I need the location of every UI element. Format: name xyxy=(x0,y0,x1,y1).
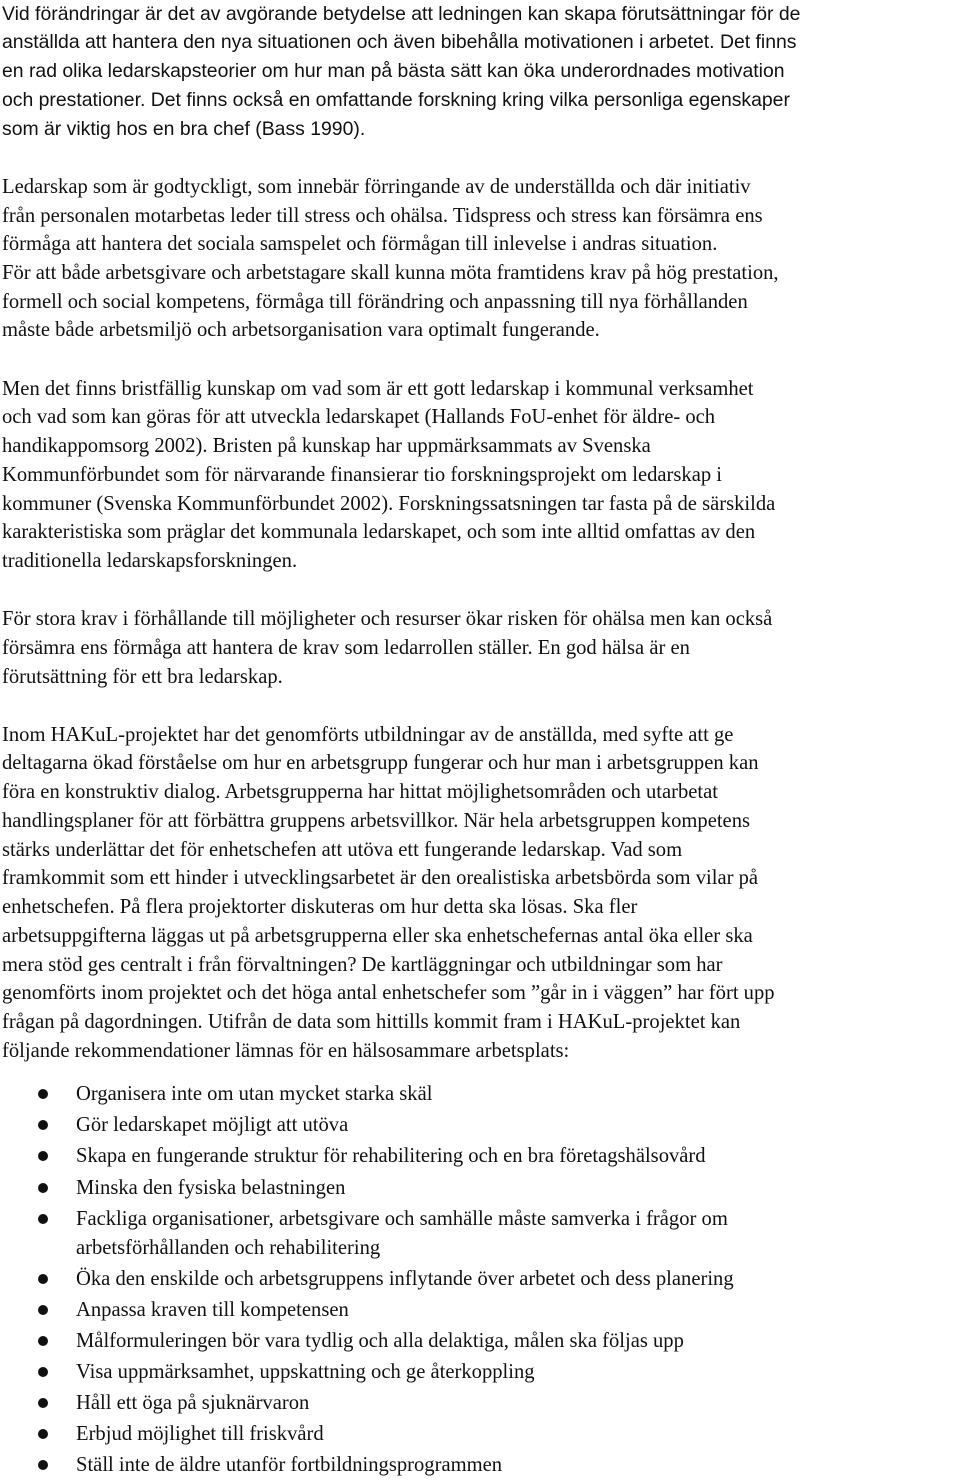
list-item-text: Fackliga organisationer, arbetsgivare och samhälle måste samverka i frågor om xyxy=(76,1208,728,1230)
paragraph-line: handikappomsorg 2002). Bristen på kunskap har uppmärksammats av Svenska xyxy=(2,435,651,457)
list-item-text: Visa uppmärksamhet, uppskattning och ge återkoppling xyxy=(76,1361,535,1383)
bullet-icon xyxy=(38,1460,48,1470)
bullet-icon xyxy=(38,1305,48,1315)
paragraph-line: måste både arbetsmiljö och arbetsorganisation vara optimalt fungerande. xyxy=(2,319,600,341)
paragraph-line: handlingsplaner för att förbättra gruppens arbetsvillkor. När hela arbetsgruppen kompetens xyxy=(2,810,751,832)
list-item-text: Erbjud möjlighet till friskvård xyxy=(76,1423,324,1445)
paragraph-line: anställda att hantera den nya situationen och även bibehålla motivationen i arbetet. Det finns xyxy=(2,31,797,53)
list-item xyxy=(0,1419,960,1449)
list-item xyxy=(0,1357,960,1387)
paragraph-line: Vid förändringar är det av avgörande betydelse att ledningen kan skapa förutsättningar för de xyxy=(2,3,801,25)
bullet-icon xyxy=(38,1367,48,1377)
paragraph-line: Ledarskap som är godtyckligt, som innebär förringande av de underställda och där initiativ xyxy=(2,176,751,198)
bullet-icon xyxy=(38,1183,48,1193)
paragraph-line: traditionella ledarskapsforskningen. xyxy=(2,550,298,572)
paragraph-line: och prestationer. Det finns också en omfattande forskning kring vilka personliga egenskaper xyxy=(2,89,790,111)
paragraph-line: Inom HAKuL-projektet har det genomförts utbildningar av de anställda, med syfte att ge xyxy=(2,724,734,746)
list-item-text: Anpassa kraven till kompetensen xyxy=(76,1299,349,1321)
paragraph-line: förutsättning för ett bra ledarskap. xyxy=(2,666,283,688)
bullet-icon xyxy=(38,1151,48,1161)
list-item xyxy=(0,1295,960,1325)
list-item xyxy=(0,1264,960,1294)
list-item xyxy=(0,1141,960,1171)
paragraph-line: För stora krav i förhållande till möjligheter och resurser ökar risken för ohälsa men kan också xyxy=(2,608,773,630)
list-item-text: Organisera inte om utan mycket starka skäl xyxy=(76,1083,433,1105)
list-item xyxy=(0,1110,960,1140)
list-item xyxy=(0,1450,960,1480)
list-item-text: Minska den fysiska belastningen xyxy=(76,1177,346,1199)
paragraph-line: förmåga att hantera det sociala samspelet och förmågan till inlevelse i andras situation. xyxy=(2,233,718,255)
paragraph-line: formell och social kompetens, förmåga till förändring och anpassning till nya förhållanden xyxy=(2,291,748,313)
list-item-text: Öka den enskilde och arbetsgruppens inflytande över arbetet och dess planering xyxy=(76,1268,734,1290)
paragraph-line: Kommunförbundet som för närvarande finansierar tio forskningsprojekt om ledarskap i xyxy=(2,464,723,486)
list-item xyxy=(0,1204,960,1259)
paragraph-line: föra en konstruktiv dialog. Arbetsgrupperna har hittat möjlighetsområden och utarbetat xyxy=(2,781,719,803)
paragraph-line: Men det finns bristfällig kunskap om vad som är ett gott ledarskap i kommunal verksamhet xyxy=(2,378,754,400)
paragraph-line: följande rekommendationer lämnas för en hälsosammare arbetsplats: xyxy=(2,1040,570,1062)
paragraph-line: arbetsuppgifterna läggas ut på arbetsgrupperna eller ska enhetschefernas antal öka eller ska xyxy=(2,925,753,947)
bullet-icon xyxy=(38,1398,48,1408)
bullet-icon xyxy=(38,1089,48,1099)
bullet-icon xyxy=(38,1214,48,1224)
paragraph-line: försämra ens förmåga att hantera de krav som ledarrollen ställer. En god hälsa är en xyxy=(2,637,690,659)
paragraph-line: För att både arbetsgivare och arbetstagare skall kunna möta framtidens krav på hög prestation, xyxy=(2,262,779,284)
paragraph-line: framkommit som ett hinder i utvecklingsarbetet är den orealistiska arbetsbörda som vilar på xyxy=(2,867,759,889)
list-item-text: Håll ett öga på sjuknärvaron xyxy=(76,1392,310,1414)
list-item-text: Gör ledarskapet möjligt att utöva xyxy=(76,1114,349,1136)
list-item xyxy=(0,1173,960,1203)
bullet-icon xyxy=(38,1274,48,1284)
list-item-text: Målformuleringen bör vara tydlig och alla delaktiga, målen ska följas upp xyxy=(76,1330,684,1352)
list-item-text: Skapa en fungerande struktur för rehabilitering och en bra företagshälsovård xyxy=(76,1145,706,1167)
paragraph-line: som är viktig hos en bra chef (Bass 1990). xyxy=(2,118,366,140)
bullet-icon xyxy=(38,1120,48,1130)
list-item xyxy=(0,1079,960,1109)
paragraph-line: karakteristiska som präglar det kommunala ledarskapet, och som inte alltid omfattas av den xyxy=(2,521,756,543)
list-item-text: Ställ inte de äldre utanför fortbildningsprogrammen xyxy=(76,1454,503,1476)
paragraph-line: genomförts inom projektet och det höga antal enhetschefer som ”går in i väggen” har fört upp xyxy=(2,982,775,1004)
paragraph-line: mera stöd ges centralt i från förvaltningen? De kartläggningar och utbildningar som har xyxy=(2,954,723,976)
paragraph-line: enhetschefen. På flera projektorter diskuteras om hur detta ska lösas. Ska fler xyxy=(2,896,638,918)
list-item-text-continued: arbetsförhållanden och rehabilitering xyxy=(76,1237,381,1259)
list-item xyxy=(0,1326,960,1356)
paragraph-line: stärks underlättar det för enhetschefen att utöva ett fungerande ledarskap. Vad som xyxy=(2,839,683,861)
paragraph-line: från personalen motarbetas leder till stress och ohälsa. Tidspress och stress kan försämra ens xyxy=(2,205,763,227)
bullet-icon xyxy=(38,1336,48,1346)
bullet-icon xyxy=(38,1429,48,1439)
list-item xyxy=(0,1388,960,1418)
paragraph-line: kommuner (Svenska Kommunförbundet 2002). Forskningssatsningen tar fasta på de särskilda xyxy=(2,493,776,515)
paragraph-line: en rad olika ledarskapsteorier om hur man på bästa sätt kan öka underordnades motivation xyxy=(2,60,785,82)
paragraph-line: deltagarna ökad förståelse om hur en arbetsgrupp fungerar och hur man i arbetsgruppen kan xyxy=(2,752,759,774)
paragraph-line: och vad som kan göras för att utveckla ledarskapet (Hallands FoU-enhet för äldre- och xyxy=(2,406,716,428)
paragraph-line: frågan på dagordningen. Utifrån de data som hittills kommit fram i HAKuL-projektet kan xyxy=(2,1011,741,1033)
